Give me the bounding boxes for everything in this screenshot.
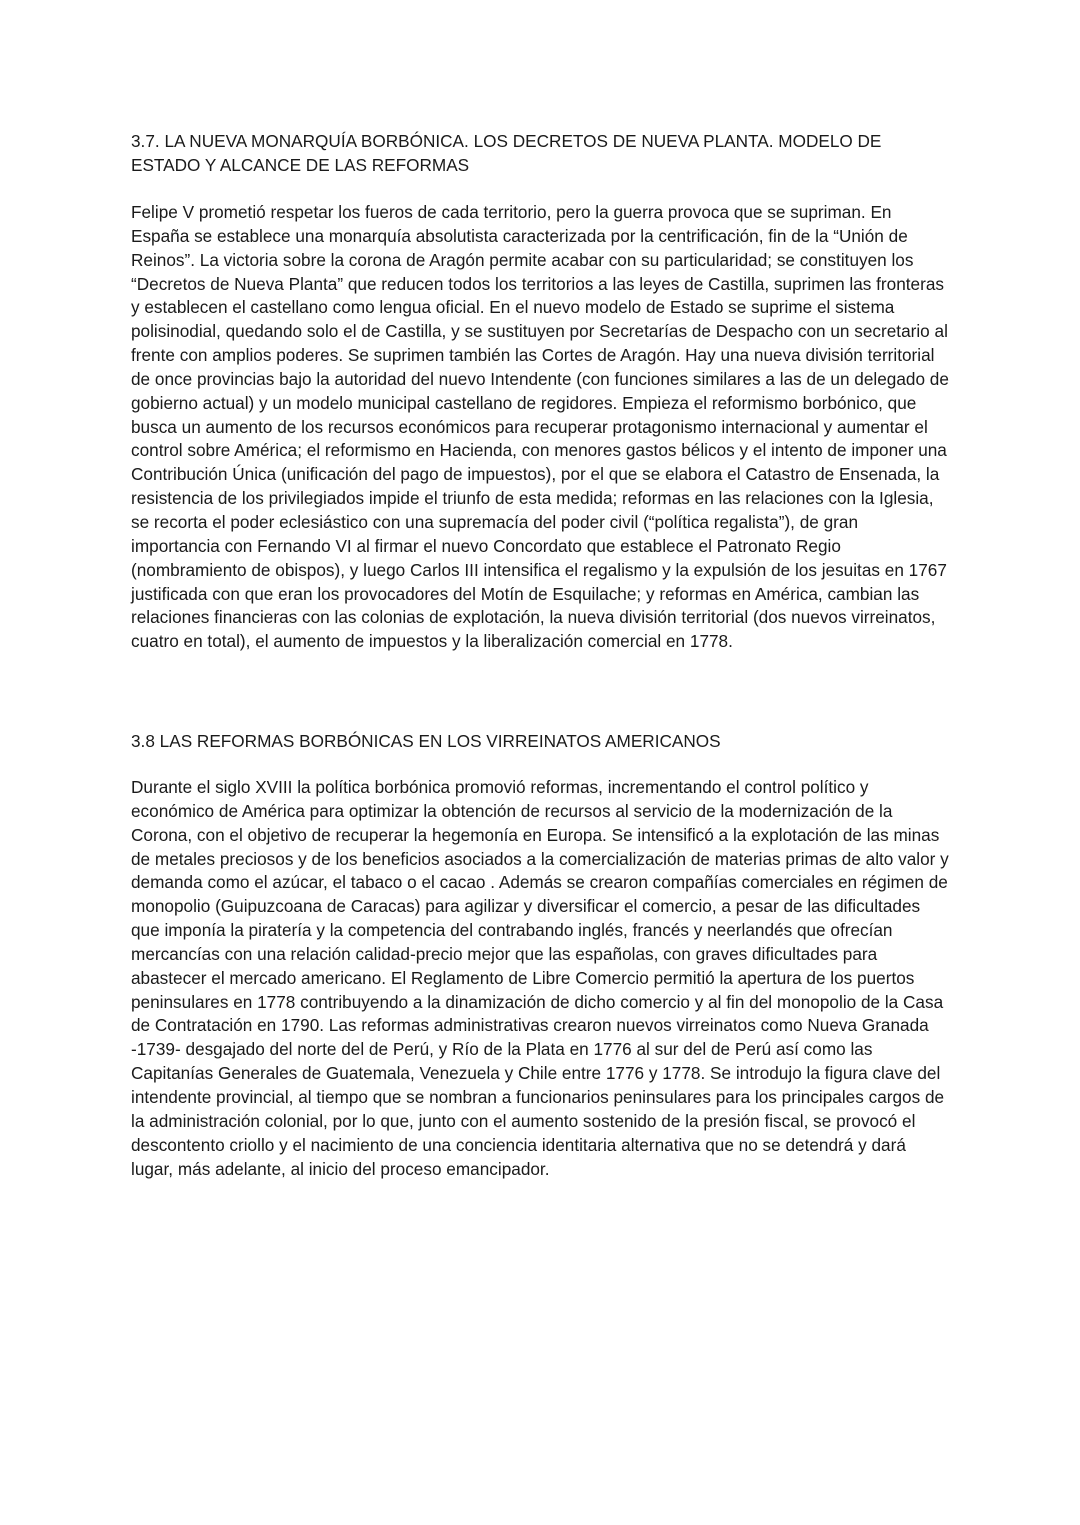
section-title: 3.7. LA NUEVA MONARQUÍA BORBÓNICA. LOS DECRETOS DE NUEVA PLANTA. MODELO DE ESTADO Y ALCANCE DE LAS REFORMAS <box>131 131 882 175</box>
section-title: 3.8 LAS REFORMAS BORBÓNICAS EN LOS VIRREINATOS AMERICANOS <box>131 731 721 751</box>
section-paragraph: Durante el siglo XVIII la política borbónica promovió reformas, incrementando el control político y económico de América para optimizar la obtención de recursos al servicio de la modernización de la Corona, con el objetivo de recuperar la hegemonía en Europa. Se intensificó a la explotación de las minas de metales preciosos y de los beneficios asociados a la comercialización de materias primas de alto valor y demanda como el azúcar, el tabaco o el cacao . Además se crearon compañías comerciales en régimen de monopolio (Guipuzcoana de Caracas) para agilizar y diversificar el comercio, a pesar de las dificultades que imponía la piratería y la competencia del contrabando inglés, francés y neerlandés que ofrecían mercancías con una relación calidad-precio mejor que las españolas, con graves dificultades para abastecer el mercado americano. El Reglamento de Libre Comercio permitió la apertura de los puertos peninsulares en 1778 contribuyendo a la dinamización de dicho comercio y al fin del monopolio de la Casa de Contratación en 1790. Las reformas administrativas crearon nuevos virreinatos como Nueva Granada -1739- desgajado del norte del de Perú, y Río de la Plata en 1776 al sur del de Perú así como las Capitanías Generales de Guatemala, Venezuela y Chile entre 1776 y 1778. Se introdujo la figura clave del intendente provincial, al tiempo que se nombran a funcionarios peninsulares para los principales cargos de la administración colonial, por lo que, junto con el aumento sostenido de la presión fiscal, se provocó el descontento criollo y el nacimiento de una conciencia identitaria alternativa que no se detendrá y dará lugar, más adelante, al inicio del proceso emancipador. <box>131 777 949 1179</box>
section-paragraph: Felipe V prometió respetar los fueros de cada territorio, pero la guerra provoca que se supriman. En España se establece una monarquía absolutista caracterizada por la centrificación, fin de la “Unión de Reinos”. La victoria sobre la corona de Aragón permite acabar con su particularidad; se constituyen los “Decretos de Nueva Planta” que reducen todos los territorios a las leyes de Castilla, suprimen las fronteras y establecen el castellano como lengua oficial. En el nuevo modelo de Estado se suprime el sistema polisinodial, quedando solo el de Castilla, y se sustituyen por Secretarías de Despacho con un secretario al frente con amplios poderes. Se suprimen también las Cortes de Aragón. Hay una nueva división territorial de once provincias bajo la autoridad del nuevo Intendente (con funciones similares a las de un delegado de gobierno actual) y un modelo municipal castellano de regidores. Empieza el reformismo borbónico, que busca un aumento de los recursos económicos para recuperar protagonismo internacional y aumentar el control sobre América; el reformismo en Hacienda, con menores gastos bélicos y el intento de imponer una Contribución Única (unificación del pago de impuestos), por el que se elabora el Catastro de Ensenada, la resistencia de los privilegiados impide el triunfo de esta medida; reformas en las relaciones con la Iglesia, se recorta el poder eclesiástico con una supremacía del poder civil (“política regalista”), de gran importancia con Fernando VI al firmar el nuevo Concordato que establece el Patronato Regio (nombramiento de obispos), y luego Carlos III intensifica el regalismo y la expulsión de los jesuitas en 1767 justificada con que eran los provocadores del Motín de Esquilache; y reformas en América, cambian las relaciones financieras con las colonias de explotación, la nueva división territorial (dos nuevos virreinatos, cuatro en total), el aumento de impuestos y la liberalización comercial en 1778. <box>131 202 949 652</box>
